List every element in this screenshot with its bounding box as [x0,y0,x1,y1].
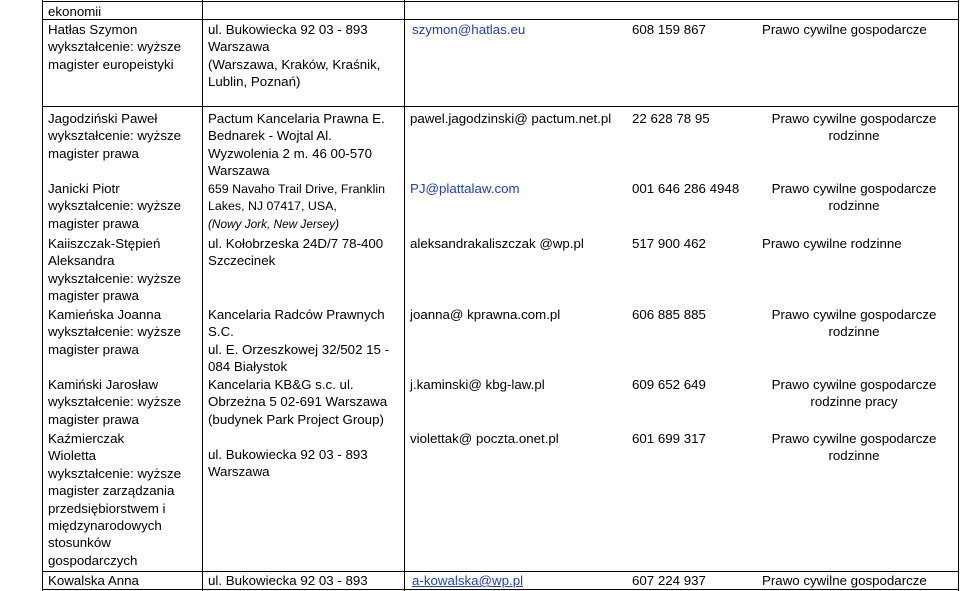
row-7-phone: 601 699 317 [632,431,706,446]
row-2-name: Jagodziński Paweł wykształcenie: wyższe magister prawa [48,111,182,161]
row-5-name: Kamieńska Joanna wykształcenie: wyższe magister prawa [48,307,182,357]
row-3-address-note: (Nowy Jork, New Jersey) [208,217,340,231]
row-2-address: Pactum Kancelaria Prawna E. Bednarek - Wojtal Al. Wyzwolenia 2 m. 46 00-570 Warszawa [208,111,385,179]
row-5-specialization: Prawo cywilne gospodarcze rodzinne [771,307,937,340]
column-divider-email [404,0,405,591]
row-3-name: Janicki Piotr wykształcenie: wyższe magister prawa [48,181,182,231]
row-3-specialization: Prawo cywilne gospodarcze rodzinne [771,181,937,214]
row-5-address: Kancelaria Radców Prawnych S.C. ul. E. Orzeszkowej 32/502 15 - 084 Białystok [208,307,390,375]
row-3-phone: 001 646 286 4948 [632,181,740,196]
row-6-address: Kancelaria KB&G s.c. ul. Obrzeżna 5 02-691 Warszawa (budynek Park Project Group) [208,377,388,427]
row-8-phone: 607 224 937 [632,573,706,588]
row-7-name: Kaźmierczak Wioletta wykształcenie: wyższe magister zarządzania przedsiębiorstwem i międzynarodowych stosunków gospodarczych [48,431,182,568]
row-8-specialization: Prawo cywilne gospodarcze [762,573,927,588]
row-7-email: violettak@ poczta.onet.pl [410,431,559,446]
row-6-specialization: Prawo cywilne gospodarcze rodzinne pracy [771,377,937,410]
row-6-name: Kamiński Jarosław wykształcenie: wyższe magister prawa [48,377,182,427]
row-1-address: ul. Bukowiecka 92 03 - 893 Warszawa (Warszawa, Kraków, Kraśnik, Lublin, Poznań) [208,22,381,90]
row-2-phone: 22 628 78 95 [632,111,710,126]
table-border-left [42,0,43,591]
row-2-specialization: Prawo cywilne gospodarcze rodzinne [771,111,937,144]
row-4-email: aleksandrakaliszczak @wp.pl [410,236,584,251]
row-5-email: joanna@ kprawna.com.pl [410,307,561,322]
row-8-address: ul. Bukowiecka 92 03 - 893 [208,573,368,588]
row-6-email: j.kaminski@ kbg-law.pl [410,377,545,392]
row-7-address: ul. Bukowiecka 92 03 - 893 Warszawa [208,447,368,480]
row-1-email[interactable]: szymon@hatlas.eu [412,22,526,37]
row-8-name: Kowalska Anna [48,573,139,588]
row-4-specialization: Prawo cywilne rodzinne [762,236,902,251]
row-8-email[interactable]: a-kowalska@wp.pl [412,573,524,588]
row-1-phone: 608 159 867 [632,22,706,37]
row-3-address: 659 Navaho Trail Drive, Franklin Lakes, NJ 07417, USA, [208,182,385,214]
table-border-right [958,0,959,591]
row-2-email: pawel.jagodzinski@ pactum.net.pl [410,111,612,126]
row-4-address: ul. Kołobrzeska 24D/7 78-400 Szczecinek [208,236,384,269]
row-divider [42,19,959,20]
row-1-name: Hatłas Szymon wykształcenie: wyższe magister europeistyki [48,22,182,72]
row-6-phone: 609 652 649 [632,377,706,392]
row-1-specialization: Prawo cywilne gospodarcze [762,22,927,37]
row-7-specialization: Prawo cywilne gospodarcze rodzinne [771,431,937,464]
column-divider-address [202,0,203,591]
row-4-name: Kaiiszczak-Stępień Aleksandra wykształcenie: wyższe magister prawa [48,236,182,304]
row-3-email[interactable]: PJ@plattalaw.com [410,181,520,196]
row-4-phone: 517 900 462 [632,236,706,251]
row-5-phone: 606 885 885 [632,307,706,322]
row-divider [42,106,959,107]
row-0-name: ekonomii [48,4,102,19]
row-divider [42,1,959,2]
